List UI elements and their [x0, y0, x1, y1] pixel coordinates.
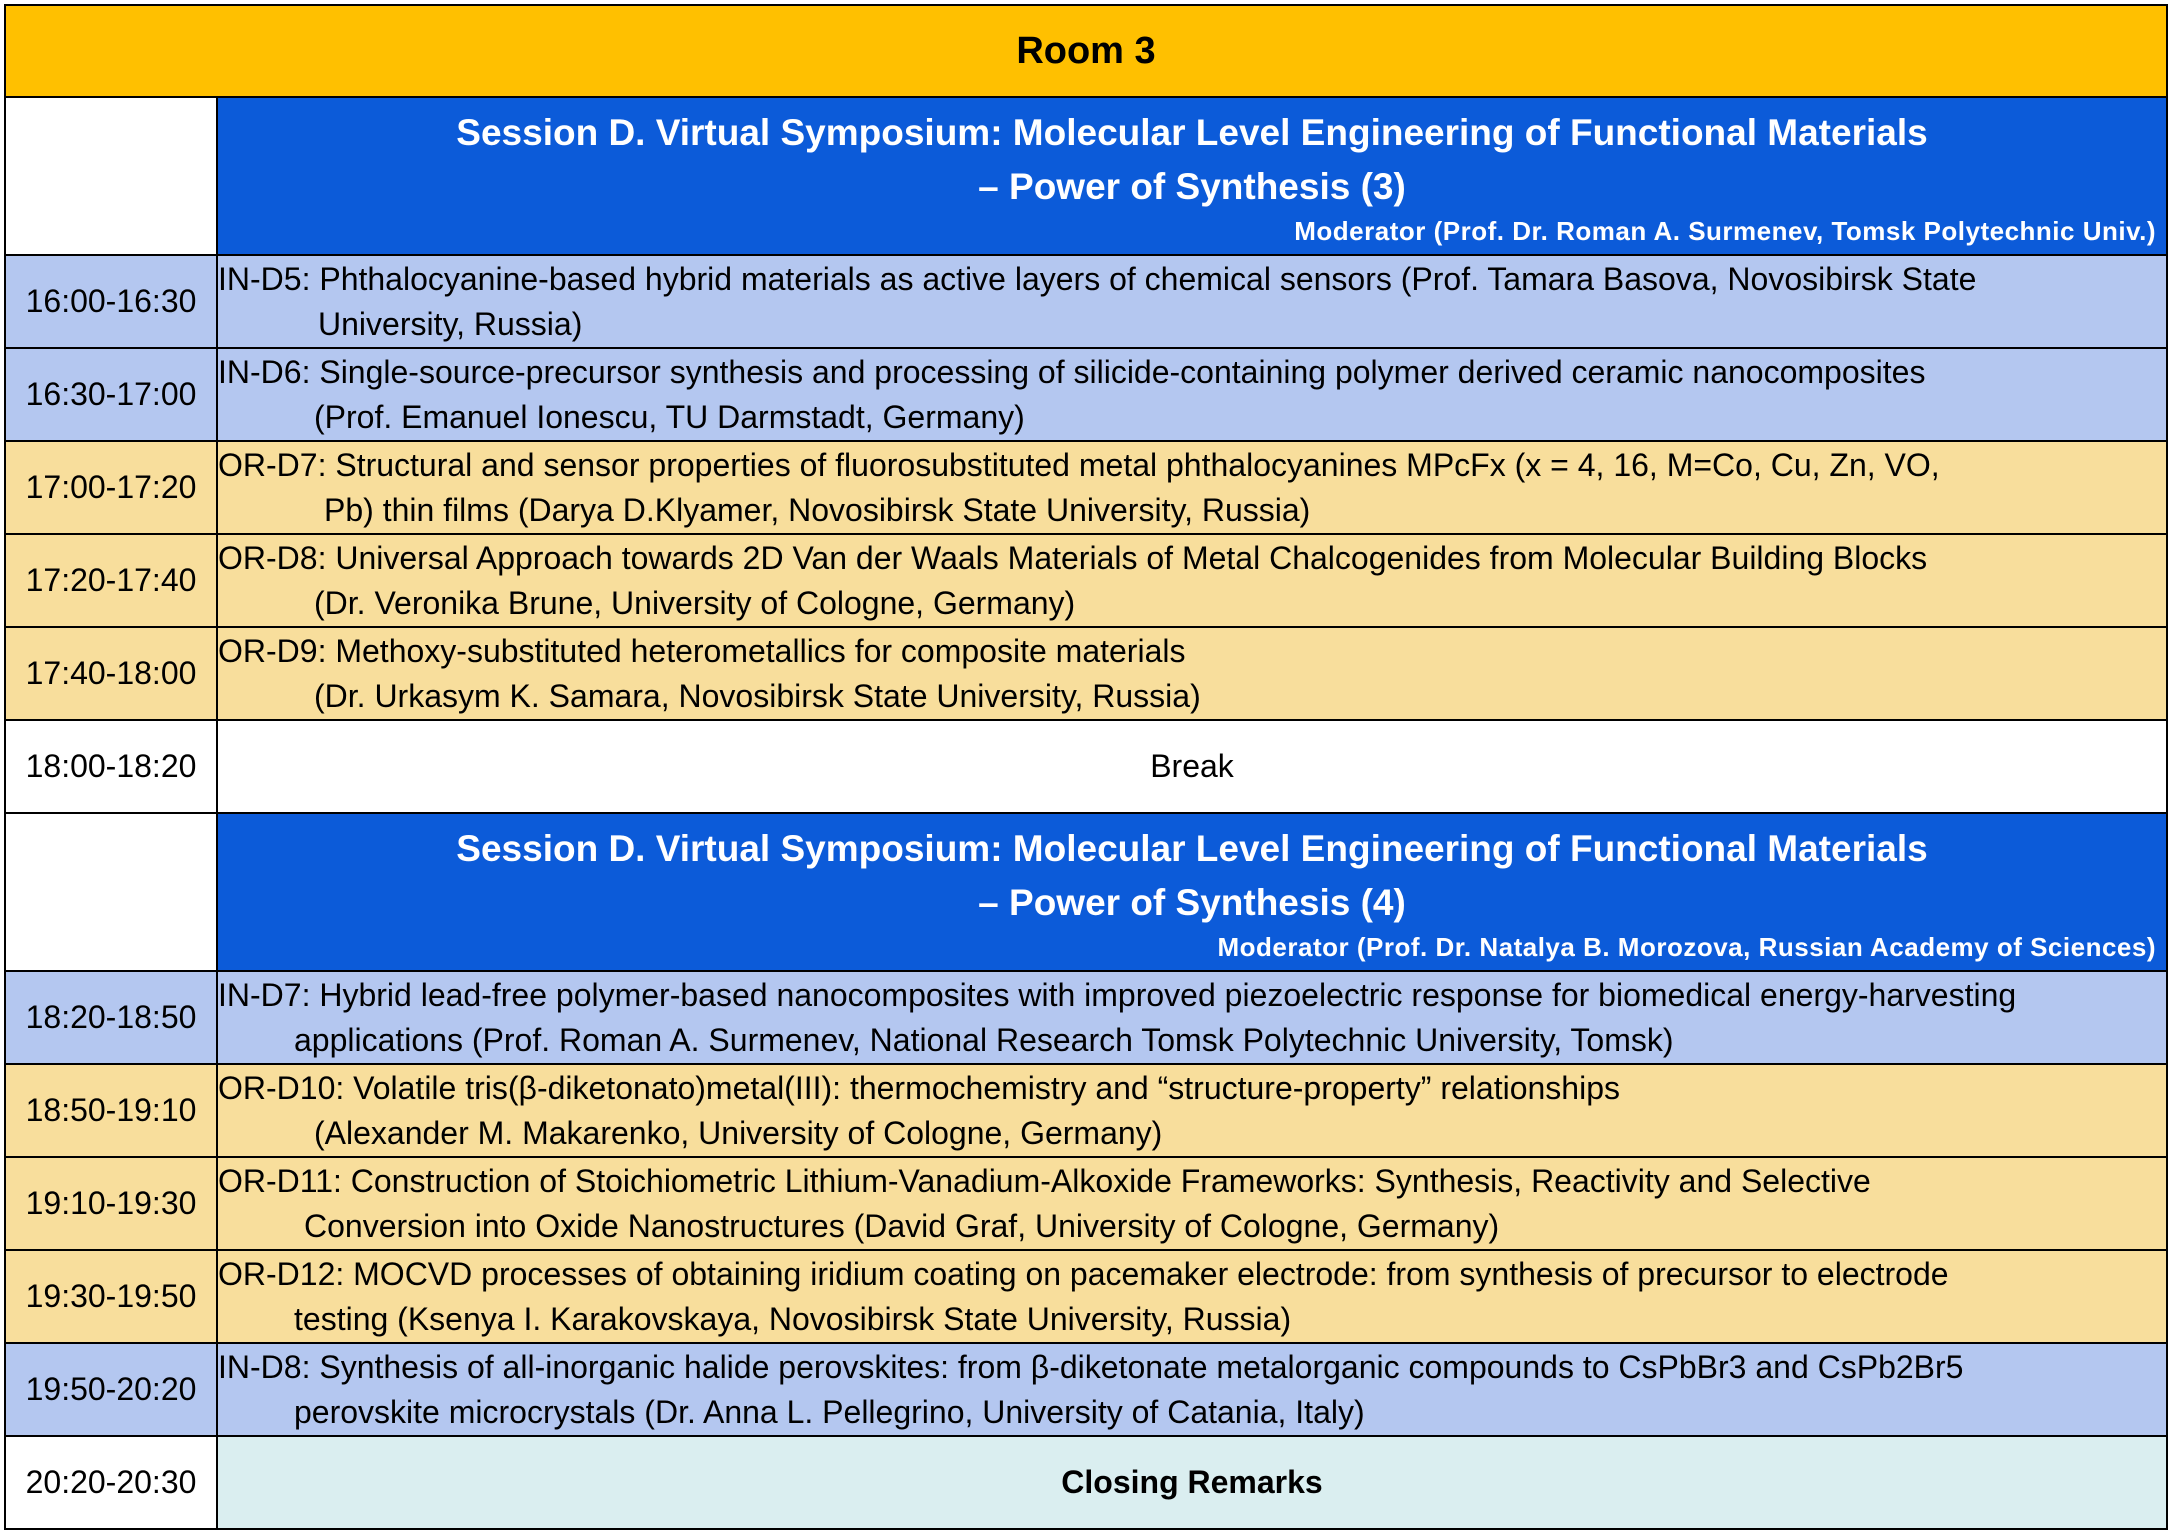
talk-entry: [217, 348, 2167, 441]
schedule-row: [5, 1157, 2167, 1250]
talk-title-line: IN-D7: Hybrid lead-free polymer-based nanocomposites with improved piezoelectric response for biomedical energy-harvesting: [218, 976, 2017, 1013]
time-slot: 18:50-19:10: [5, 1064, 217, 1157]
room-header-row: [5, 5, 2167, 97]
closing-remarks: Closing Remarks: [217, 1436, 2167, 1529]
talk-title-line: OR-D7: Structural and sensor properties of fluorosubstituted metal phthalocyanines MPcFx (x = 4, 16, M=Co, Cu, Zn, VO,: [218, 446, 1940, 483]
schedule-row: [5, 348, 2167, 441]
talk-entry: [217, 627, 2167, 720]
talk-speaker-line: (Prof. Emanuel Ionescu, TU Darmstadt, Germany): [314, 398, 1025, 435]
talk-entry: [217, 1064, 2167, 1157]
session-title-line2: – Power of Synthesis (4): [978, 882, 1406, 923]
talk-speaker-line: Conversion into Oxide Nanostructures (David Graf, University of Cologne, Germany): [304, 1207, 1500, 1244]
schedule-table: [4, 4, 2168, 1530]
talk-title-line: OR-D12: MOCVD processes of obtaining iridium coating on pacemaker electrode: from synthesis of precursor to electrode: [218, 1255, 1949, 1292]
talk-speaker-line: (Alexander M. Makarenko, University of Cologne, Germany): [314, 1114, 1163, 1151]
time-cell-empty: [5, 813, 217, 971]
talk-title-line: OR-D10: Volatile tris(β-diketonato)metal(III): thermochemistry and “structure-property” relationships: [218, 1069, 1620, 1106]
talk-speaker-line: perovskite microcrystals (Dr. Anna L. Pellegrino, University of Catania, Italy): [294, 1393, 1365, 1430]
session-title: [218, 814, 2166, 930]
talk-entry: [217, 441, 2167, 534]
time-slot: 17:40-18:00: [5, 627, 217, 720]
session-header-row: [5, 813, 2167, 971]
talk-title-line: IN-D8: Synthesis of all-inorganic halide perovskites: from β-diketonate metalorganic compounds to CsPbBr3 and CsPb2Br5: [218, 1348, 1964, 1385]
room-title: Room 3: [5, 5, 2167, 97]
time-slot: 18:20-18:50: [5, 971, 217, 1064]
time-slot: 19:30-19:50: [5, 1250, 217, 1343]
session-moderator: Moderator (Prof. Dr. Natalya B. Morozova, Russian Academy of Sciences): [1217, 932, 2156, 962]
talk-entry: [217, 1250, 2167, 1343]
time-slot: 18:00-18:20: [5, 720, 217, 813]
talk-speaker-line: (Dr. Veronika Brune, University of Cologne, Germany): [314, 584, 1076, 621]
talk-entry: [217, 1157, 2167, 1250]
talk-title-line: IN-D5: Phthalocyanine-based hybrid materials as active layers of chemical sensors (Prof. Tamara Basova, Novosibirsk State: [218, 260, 1977, 297]
session-title-line2: – Power of Synthesis (3): [978, 166, 1406, 207]
session-moderator: Moderator (Prof. Dr. Roman A. Surmenev, Tomsk Polytechnic Univ.): [1294, 216, 2156, 246]
time-slot: 19:10-19:30: [5, 1157, 217, 1250]
schedule-row: [5, 534, 2167, 627]
session-header: [217, 97, 2167, 255]
talk-entry: [217, 1343, 2167, 1436]
talk-speaker-line: (Dr. Urkasym K. Samara, Novosibirsk State University, Russia): [314, 677, 1201, 714]
session-title: [218, 98, 2166, 214]
session-title-line1: Session D. Virtual Symposium: Molecular Level Engineering of Functional Materials: [456, 112, 1928, 153]
time-slot: 16:00-16:30: [5, 255, 217, 348]
talk-speaker-line: Pb) thin films (Darya D.Klyamer, Novosibirsk State University, Russia): [324, 491, 1311, 528]
talk-speaker-line: applications (Prof. Roman A. Surmenev, National Research Tomsk Polytechnic University, Tomsk): [294, 1021, 1674, 1058]
talk-title-line: OR-D11: Construction of Stoichiometric Lithium-Vanadium-Alkoxide Frameworks: Synthesis, Reactivity and Selective: [218, 1162, 1871, 1199]
talk-entry: [217, 255, 2167, 348]
talk-title-line: IN-D6: Single-source-precursor synthesis and processing of silicide-containing polymer derived ceramic nanocomposites: [218, 353, 1926, 390]
time-slot: 20:20-20:30: [5, 1436, 217, 1529]
time-slot: 19:50-20:20: [5, 1343, 217, 1436]
schedule-row: [5, 971, 2167, 1064]
time-slot: 17:00-17:20: [5, 441, 217, 534]
time-slot: 16:30-17:00: [5, 348, 217, 441]
session-header: [217, 813, 2167, 971]
break-label: Break: [217, 720, 2167, 813]
schedule-row: [5, 1064, 2167, 1157]
talk-speaker-line: University, Russia): [318, 305, 583, 342]
session-title-line1: Session D. Virtual Symposium: Molecular Level Engineering of Functional Materials: [456, 828, 1928, 869]
schedule-row: [5, 720, 2167, 813]
session-header-row: [5, 97, 2167, 255]
time-cell-empty: [5, 97, 217, 255]
schedule-row: [5, 1250, 2167, 1343]
time-slot: 17:20-17:40: [5, 534, 217, 627]
talk-title-line: OR-D9: Methoxy-substituted heterometallics for composite materials: [218, 632, 1186, 669]
schedule-row: [5, 255, 2167, 348]
talk-title-line: OR-D8: Universal Approach towards 2D Van der Waals Materials of Metal Chalcogenides from Molecular Building Blocks: [218, 539, 1928, 576]
schedule-row: [5, 1436, 2167, 1529]
schedule-row: [5, 1343, 2167, 1436]
talk-speaker-line: testing (Ksenya I. Karakovskaya, Novosibirsk State University, Russia): [294, 1300, 1292, 1337]
talk-entry: [217, 534, 2167, 627]
schedule-row: [5, 441, 2167, 534]
talk-entry: [217, 971, 2167, 1064]
schedule-row: [5, 627, 2167, 720]
